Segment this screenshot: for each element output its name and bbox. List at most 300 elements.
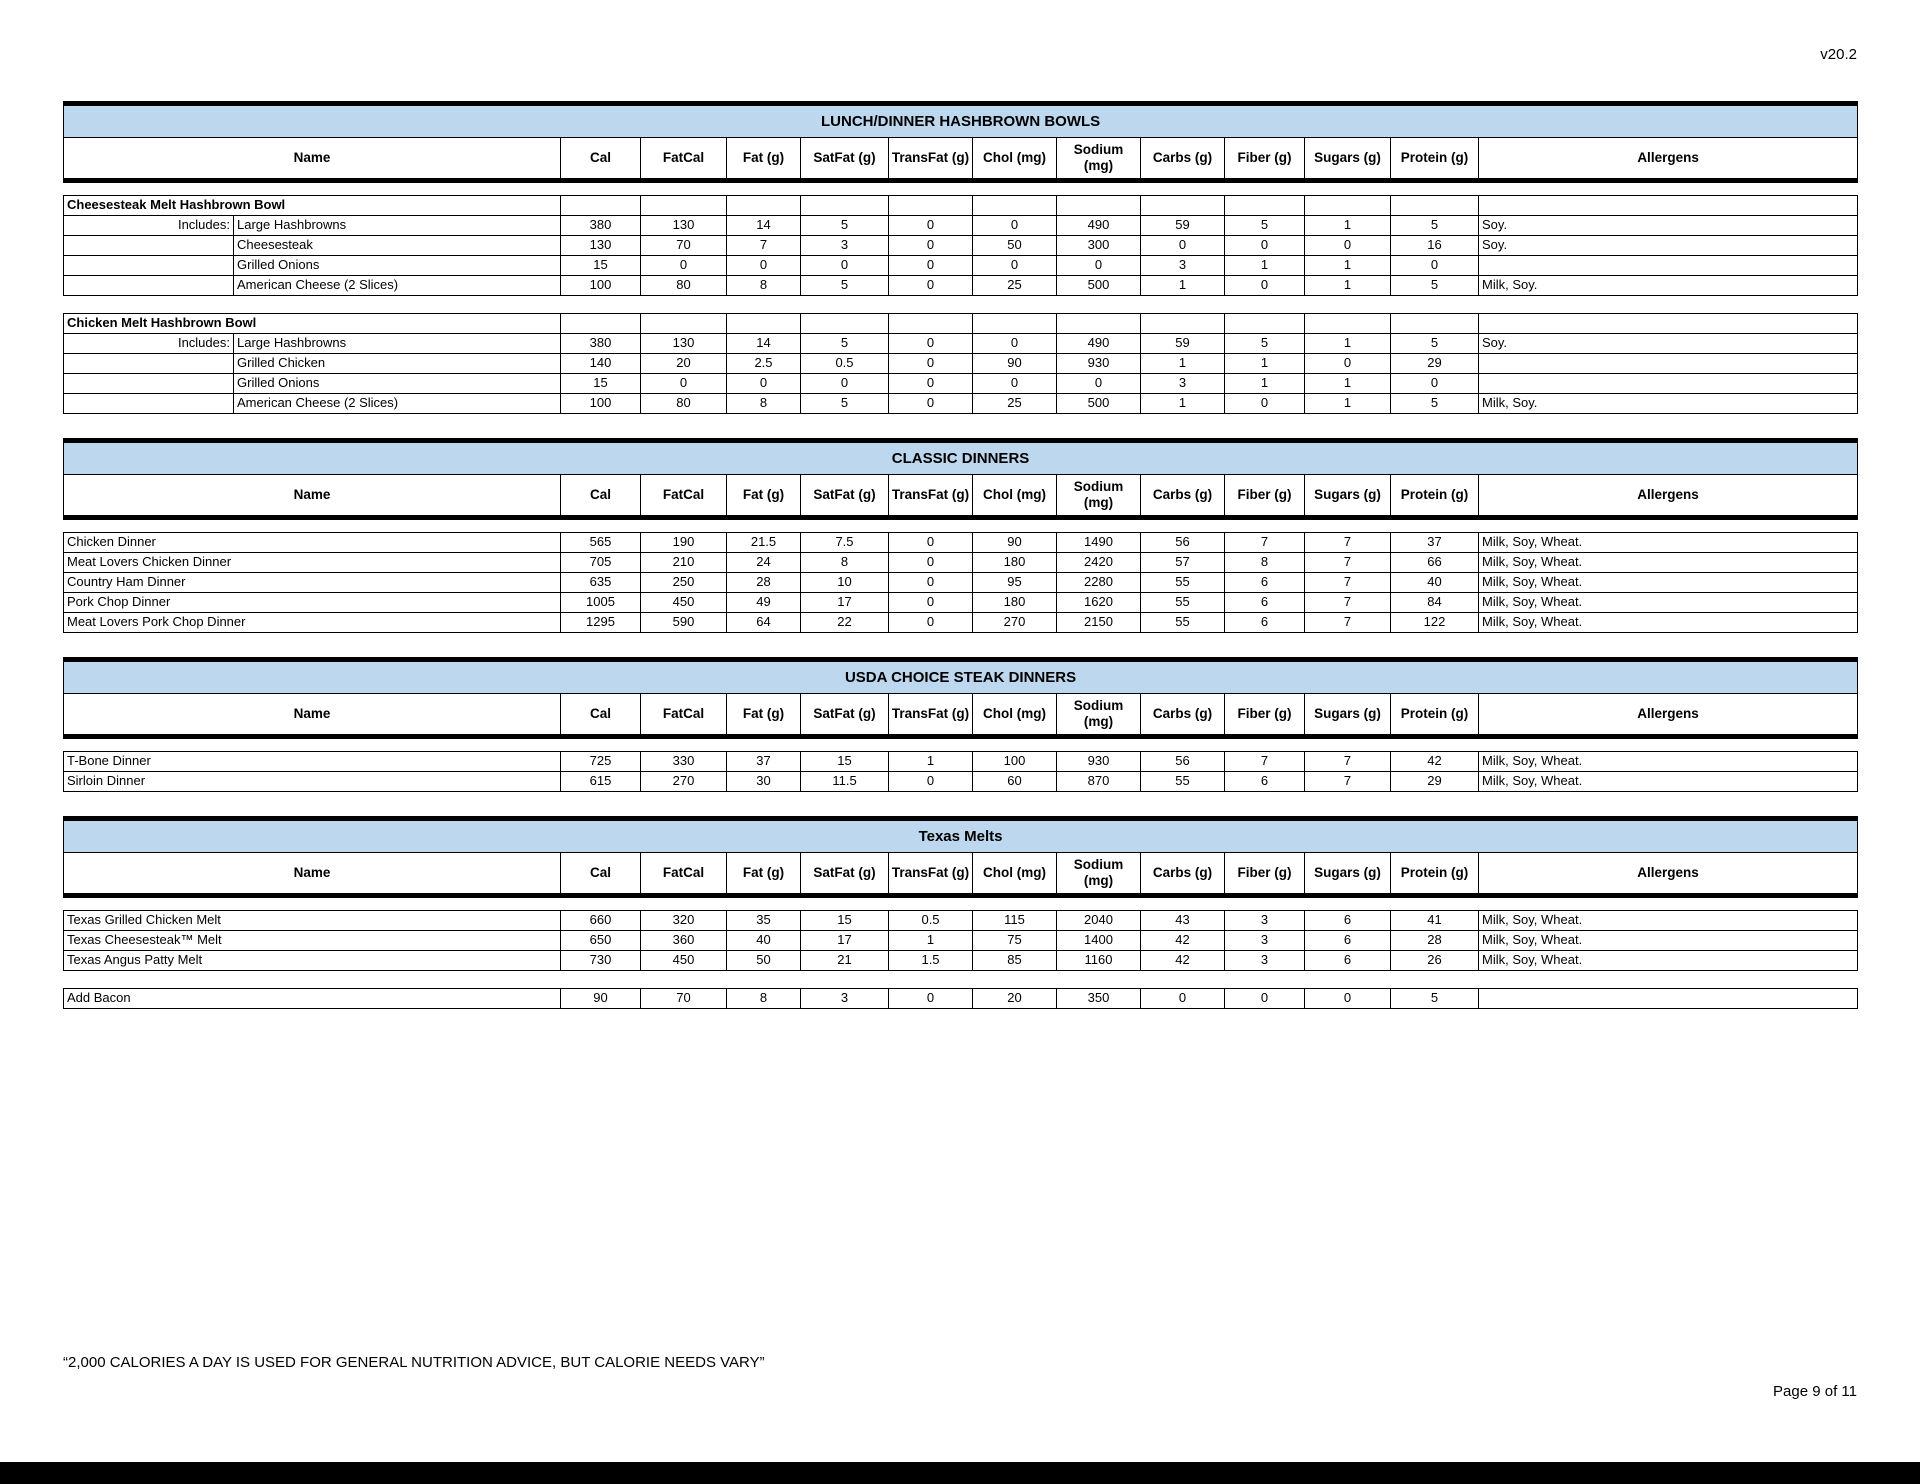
value-cell: 0 <box>1225 276 1305 296</box>
value-cell: 28 <box>727 573 801 593</box>
column-header: Cal <box>561 694 641 737</box>
column-header: FatCal <box>641 694 727 737</box>
includes-label-cell <box>64 374 234 394</box>
section-title: CLASSIC DINNERS <box>64 441 1858 475</box>
value-cell: 56 <box>1141 752 1225 772</box>
column-header: Sodium (mg) <box>1057 694 1141 737</box>
group-heading-row <box>64 196 1858 216</box>
item-row <box>64 553 1858 573</box>
column-header: Fiber (g) <box>1225 853 1305 896</box>
item-name-cell: Cheesesteak <box>234 236 561 256</box>
value-cell: 1490 <box>1057 533 1141 553</box>
value-cell: 41 <box>1391 911 1479 931</box>
value-cell: 21.5 <box>727 533 801 553</box>
column-header: FatCal <box>641 475 727 518</box>
empty-cell <box>973 196 1057 216</box>
item-name-cell: Meat Lovers Pork Chop Dinner <box>64 613 561 633</box>
value-cell: 5 <box>801 394 889 414</box>
empty-cell <box>1305 314 1391 334</box>
item-row <box>64 533 1858 553</box>
nutrition-group-table <box>63 988 1858 1009</box>
allergens-cell: Soy. <box>1479 334 1858 354</box>
value-cell: 490 <box>1057 216 1141 236</box>
value-cell: 500 <box>1057 394 1141 414</box>
value-cell: 2420 <box>1057 553 1141 573</box>
value-cell: 1295 <box>561 613 641 633</box>
version-label: v20.2 <box>1820 46 1857 63</box>
empty-cell <box>973 314 1057 334</box>
value-cell: 210 <box>641 553 727 573</box>
value-cell: 180 <box>973 553 1057 573</box>
column-header: Allergens <box>1479 694 1858 737</box>
item-row <box>64 911 1858 931</box>
item-name-cell: Grilled Chicken <box>234 354 561 374</box>
value-cell: 50 <box>727 951 801 971</box>
section-title: USDA CHOICE STEAK DINNERS <box>64 660 1858 694</box>
item-row <box>64 394 1858 414</box>
column-header: SatFat (g) <box>801 853 889 896</box>
value-cell: 70 <box>641 236 727 256</box>
value-cell: 75 <box>973 931 1057 951</box>
allergens-cell: Milk, Soy, Wheat. <box>1479 533 1858 553</box>
value-cell: 1 <box>1225 256 1305 276</box>
value-cell: 11.5 <box>801 772 889 792</box>
value-cell: 1 <box>1225 374 1305 394</box>
value-cell: 930 <box>1057 752 1141 772</box>
value-cell: 80 <box>641 394 727 414</box>
value-cell: 1 <box>1305 394 1391 414</box>
value-cell: 0 <box>1141 989 1225 1009</box>
value-cell: 49 <box>727 593 801 613</box>
value-cell: 7 <box>1305 752 1391 772</box>
value-cell: 1400 <box>1057 931 1141 951</box>
item-name-cell: American Cheese (2 Slices) <box>234 276 561 296</box>
item-row <box>64 752 1858 772</box>
value-cell: 8 <box>801 553 889 573</box>
column-header: SatFat (g) <box>801 138 889 181</box>
value-cell: 1 <box>1225 354 1305 374</box>
value-cell: 35 <box>727 911 801 931</box>
empty-cell <box>1479 196 1858 216</box>
empty-cell <box>1391 196 1479 216</box>
value-cell: 130 <box>641 334 727 354</box>
column-header: Allergens <box>1479 853 1858 896</box>
value-cell: 2040 <box>1057 911 1141 931</box>
value-cell: 29 <box>1391 772 1479 792</box>
value-cell: 5 <box>1391 334 1479 354</box>
value-cell: 7 <box>1305 533 1391 553</box>
empty-cell <box>727 314 801 334</box>
item-name-cell: Texas Angus Patty Melt <box>64 951 561 971</box>
item-name-cell: Texas Grilled Chicken Melt <box>64 911 561 931</box>
column-header: TransFat (g) <box>889 475 973 518</box>
column-header: Fat (g) <box>727 475 801 518</box>
value-cell: 60 <box>973 772 1057 792</box>
item-row <box>64 951 1858 971</box>
value-cell: 1 <box>1141 394 1225 414</box>
value-cell: 5 <box>801 216 889 236</box>
value-cell: 1620 <box>1057 593 1141 613</box>
allergens-cell: Milk, Soy. <box>1479 394 1858 414</box>
value-cell: 0 <box>801 256 889 276</box>
value-cell: 725 <box>561 752 641 772</box>
column-header: Carbs (g) <box>1141 694 1225 737</box>
column-header-row <box>64 694 1858 737</box>
value-cell: 705 <box>561 553 641 573</box>
empty-cell <box>889 196 973 216</box>
empty-cell <box>561 314 641 334</box>
value-cell: 500 <box>1057 276 1141 296</box>
value-cell: 43 <box>1141 911 1225 931</box>
section-header-table <box>63 657 1858 739</box>
value-cell: 590 <box>641 613 727 633</box>
value-cell: 3 <box>1141 256 1225 276</box>
allergens-cell: Soy. <box>1479 216 1858 236</box>
value-cell: 20 <box>973 989 1057 1009</box>
column-header: Sugars (g) <box>1305 694 1391 737</box>
value-cell: 0 <box>1057 256 1141 276</box>
value-cell: 84 <box>1391 593 1479 613</box>
value-cell: 3 <box>1141 374 1225 394</box>
value-cell: 55 <box>1141 573 1225 593</box>
nutrition-group-table <box>63 910 1858 971</box>
value-cell: 0 <box>889 553 973 573</box>
value-cell: 42 <box>1391 752 1479 772</box>
allergens-cell <box>1479 354 1858 374</box>
empty-cell <box>889 314 973 334</box>
value-cell: 180 <box>973 593 1057 613</box>
value-cell: 1 <box>1141 276 1225 296</box>
includes-label-cell: Includes: <box>64 334 234 354</box>
value-cell: 6 <box>1225 772 1305 792</box>
column-header: Protein (g) <box>1391 475 1479 518</box>
value-cell: 0 <box>1225 394 1305 414</box>
column-header: Chol (mg) <box>973 138 1057 181</box>
value-cell: 1005 <box>561 593 641 613</box>
value-cell: 100 <box>973 752 1057 772</box>
value-cell: 14 <box>727 334 801 354</box>
value-cell: 59 <box>1141 334 1225 354</box>
value-cell: 130 <box>561 236 641 256</box>
value-cell: 40 <box>1391 573 1479 593</box>
includes-label-cell: Includes: <box>64 216 234 236</box>
value-cell: 270 <box>641 772 727 792</box>
value-cell: 300 <box>1057 236 1141 256</box>
item-row <box>64 573 1858 593</box>
item-name-cell: Add Bacon <box>64 989 561 1009</box>
value-cell: 650 <box>561 931 641 951</box>
allergens-cell: Milk, Soy, Wheat. <box>1479 593 1858 613</box>
value-cell: 100 <box>561 394 641 414</box>
column-header: Fiber (g) <box>1225 138 1305 181</box>
value-cell: 3 <box>801 236 889 256</box>
value-cell: 565 <box>561 533 641 553</box>
allergens-cell: Milk, Soy. <box>1479 276 1858 296</box>
item-row <box>64 931 1858 951</box>
value-cell: 2.5 <box>727 354 801 374</box>
value-cell: 0 <box>727 374 801 394</box>
value-cell: 450 <box>641 951 727 971</box>
value-cell: 0 <box>889 374 973 394</box>
value-cell: 6 <box>1225 573 1305 593</box>
column-header: Chol (mg) <box>973 694 1057 737</box>
value-cell: 0.5 <box>889 911 973 931</box>
value-cell: 90 <box>973 533 1057 553</box>
value-cell: 59 <box>1141 216 1225 236</box>
value-cell: 17 <box>801 593 889 613</box>
column-header-row <box>64 475 1858 518</box>
value-cell: 6 <box>1305 951 1391 971</box>
column-header: Sugars (g) <box>1305 475 1391 518</box>
value-cell: 360 <box>641 931 727 951</box>
value-cell: 0 <box>973 374 1057 394</box>
value-cell: 42 <box>1141 931 1225 951</box>
value-cell: 0 <box>1391 374 1479 394</box>
value-cell: 100 <box>561 276 641 296</box>
value-cell: 16 <box>1391 236 1479 256</box>
empty-cell <box>1225 314 1305 334</box>
item-row <box>64 354 1858 374</box>
includes-label-cell <box>64 394 234 414</box>
value-cell: 0 <box>889 394 973 414</box>
nutrition-group-table <box>63 532 1858 633</box>
value-cell: 40 <box>727 931 801 951</box>
empty-cell <box>801 314 889 334</box>
value-cell: 7.5 <box>801 533 889 553</box>
value-cell: 14 <box>727 216 801 236</box>
value-cell: 25 <box>973 276 1057 296</box>
value-cell: 0 <box>1225 236 1305 256</box>
column-header: Cal <box>561 853 641 896</box>
item-name-cell: Country Ham Dinner <box>64 573 561 593</box>
item-row <box>64 236 1858 256</box>
value-cell: 660 <box>561 911 641 931</box>
value-cell: 930 <box>1057 354 1141 374</box>
empty-cell <box>1141 196 1225 216</box>
value-cell: 0.5 <box>801 354 889 374</box>
value-cell: 0 <box>889 989 973 1009</box>
empty-cell <box>1479 314 1858 334</box>
value-cell: 57 <box>1141 553 1225 573</box>
section-header-table <box>63 438 1858 520</box>
item-row <box>64 334 1858 354</box>
value-cell: 85 <box>973 951 1057 971</box>
value-cell: 25 <box>973 394 1057 414</box>
column-header: Name <box>64 853 561 896</box>
value-cell: 1 <box>1141 354 1225 374</box>
value-cell: 140 <box>561 354 641 374</box>
value-cell: 1.5 <box>889 951 973 971</box>
value-cell: 95 <box>973 573 1057 593</box>
value-cell: 0 <box>1305 989 1391 1009</box>
value-cell: 1 <box>1305 276 1391 296</box>
value-cell: 0 <box>1305 354 1391 374</box>
value-cell: 15 <box>801 752 889 772</box>
value-cell: 10 <box>801 573 889 593</box>
value-cell: 7 <box>1305 772 1391 792</box>
value-cell: 115 <box>973 911 1057 931</box>
value-cell: 330 <box>641 752 727 772</box>
column-header: Cal <box>561 475 641 518</box>
value-cell: 5 <box>1225 216 1305 236</box>
value-cell: 29 <box>1391 354 1479 374</box>
value-cell: 8 <box>1225 553 1305 573</box>
item-row <box>64 256 1858 276</box>
value-cell: 0 <box>889 216 973 236</box>
column-header: Name <box>64 694 561 737</box>
item-name-cell: Sirloin Dinner <box>64 772 561 792</box>
value-cell: 0 <box>1391 256 1479 276</box>
value-cell: 0 <box>727 256 801 276</box>
allergens-cell: Soy. <box>1479 236 1858 256</box>
allergens-cell: Milk, Soy, Wheat. <box>1479 573 1858 593</box>
column-header: Allergens <box>1479 138 1858 181</box>
column-header: TransFat (g) <box>889 853 973 896</box>
value-cell: 380 <box>561 334 641 354</box>
item-name-cell: Meat Lovers Chicken Dinner <box>64 553 561 573</box>
value-cell: 635 <box>561 573 641 593</box>
item-row <box>64 772 1858 792</box>
value-cell: 250 <box>641 573 727 593</box>
value-cell: 0 <box>1225 989 1305 1009</box>
value-cell: 0 <box>889 276 973 296</box>
column-header: Carbs (g) <box>1141 475 1225 518</box>
value-cell: 15 <box>801 911 889 931</box>
value-cell: 0 <box>973 216 1057 236</box>
value-cell: 122 <box>1391 613 1479 633</box>
value-cell: 7 <box>1305 593 1391 613</box>
column-header: Fiber (g) <box>1225 694 1305 737</box>
value-cell: 15 <box>561 374 641 394</box>
value-cell: 90 <box>561 989 641 1009</box>
item-name-cell: T-Bone Dinner <box>64 752 561 772</box>
value-cell: 28 <box>1391 931 1479 951</box>
column-header-row <box>64 853 1858 896</box>
column-header: Protein (g) <box>1391 138 1479 181</box>
value-cell: 5 <box>801 334 889 354</box>
allergens-cell: Milk, Soy, Wheat. <box>1479 613 1858 633</box>
item-name-cell: Texas Cheesesteak™ Melt <box>64 931 561 951</box>
value-cell: 1 <box>889 931 973 951</box>
column-header: Carbs (g) <box>1141 853 1225 896</box>
value-cell: 55 <box>1141 593 1225 613</box>
column-header: Fat (g) <box>727 138 801 181</box>
value-cell: 3 <box>1225 931 1305 951</box>
item-row <box>64 276 1858 296</box>
value-cell: 0 <box>1141 236 1225 256</box>
group-heading-row <box>64 314 1858 334</box>
value-cell: 0 <box>889 573 973 593</box>
value-cell: 380 <box>561 216 641 236</box>
allergens-cell <box>1479 374 1858 394</box>
empty-cell <box>1141 314 1225 334</box>
value-cell: 730 <box>561 951 641 971</box>
section-header-table <box>63 101 1858 183</box>
column-header: Allergens <box>1479 475 1858 518</box>
value-cell: 15 <box>561 256 641 276</box>
item-row <box>64 216 1858 236</box>
column-header: Sugars (g) <box>1305 138 1391 181</box>
value-cell: 450 <box>641 593 727 613</box>
value-cell: 17 <box>801 931 889 951</box>
value-cell: 0 <box>973 334 1057 354</box>
value-cell: 42 <box>1141 951 1225 971</box>
value-cell: 6 <box>1305 931 1391 951</box>
allergens-cell: Milk, Soy, Wheat. <box>1479 931 1858 951</box>
value-cell: 0 <box>889 236 973 256</box>
allergens-cell: Milk, Soy, Wheat. <box>1479 951 1858 971</box>
value-cell: 6 <box>1225 613 1305 633</box>
value-cell: 7 <box>1305 553 1391 573</box>
value-cell: 0 <box>889 613 973 633</box>
value-cell: 270 <box>973 613 1057 633</box>
value-cell: 5 <box>1391 989 1479 1009</box>
column-header: Chol (mg) <box>973 475 1057 518</box>
value-cell: 7 <box>1305 613 1391 633</box>
value-cell: 24 <box>727 553 801 573</box>
value-cell: 8 <box>727 394 801 414</box>
nutrition-group-table <box>63 195 1858 296</box>
value-cell: 5 <box>1391 394 1479 414</box>
value-cell: 5 <box>1391 216 1479 236</box>
value-cell: 8 <box>727 989 801 1009</box>
value-cell: 56 <box>1141 533 1225 553</box>
value-cell: 3 <box>801 989 889 1009</box>
item-name-cell: American Cheese (2 Slices) <box>234 394 561 414</box>
empty-cell <box>1057 314 1141 334</box>
value-cell: 37 <box>727 752 801 772</box>
column-header: Carbs (g) <box>1141 138 1225 181</box>
column-header: SatFat (g) <box>801 694 889 737</box>
includes-label-cell <box>64 256 234 276</box>
value-cell: 0 <box>889 256 973 276</box>
value-cell: 66 <box>1391 553 1479 573</box>
value-cell: 7 <box>1225 752 1305 772</box>
value-cell: 0 <box>889 772 973 792</box>
column-header-row <box>64 138 1858 181</box>
value-cell: 490 <box>1057 334 1141 354</box>
value-cell: 0 <box>889 533 973 553</box>
includes-label-cell <box>64 236 234 256</box>
value-cell: 0 <box>1305 236 1391 256</box>
empty-cell <box>641 314 727 334</box>
empty-cell <box>561 196 641 216</box>
value-cell: 1 <box>1305 256 1391 276</box>
column-header: Sodium (mg) <box>1057 853 1141 896</box>
empty-cell <box>801 196 889 216</box>
value-cell: 6 <box>1305 911 1391 931</box>
item-row <box>64 374 1858 394</box>
item-name-cell: Grilled Onions <box>234 374 561 394</box>
page-number: Page 9 of 11 <box>1773 1383 1857 1400</box>
item-name-cell: Pork Chop Dinner <box>64 593 561 613</box>
allergens-cell: Milk, Soy, Wheat. <box>1479 553 1858 573</box>
value-cell: 0 <box>641 374 727 394</box>
calorie-advice-note: “2,000 CALORIES A DAY IS USED FOR GENERAL NUTRITION ADVICE, BUT CALORIE NEEDS VARY” <box>63 1354 765 1371</box>
value-cell: 7 <box>1305 573 1391 593</box>
value-cell: 20 <box>641 354 727 374</box>
value-cell: 64 <box>727 613 801 633</box>
column-header: SatFat (g) <box>801 475 889 518</box>
empty-cell <box>641 196 727 216</box>
column-header: TransFat (g) <box>889 694 973 737</box>
value-cell: 3 <box>1225 951 1305 971</box>
group-heading: Chicken Melt Hashbrown Bowl <box>64 314 561 334</box>
column-header: Sodium (mg) <box>1057 475 1141 518</box>
column-header: Fat (g) <box>727 694 801 737</box>
value-cell: 1 <box>889 752 973 772</box>
value-cell: 0 <box>801 374 889 394</box>
